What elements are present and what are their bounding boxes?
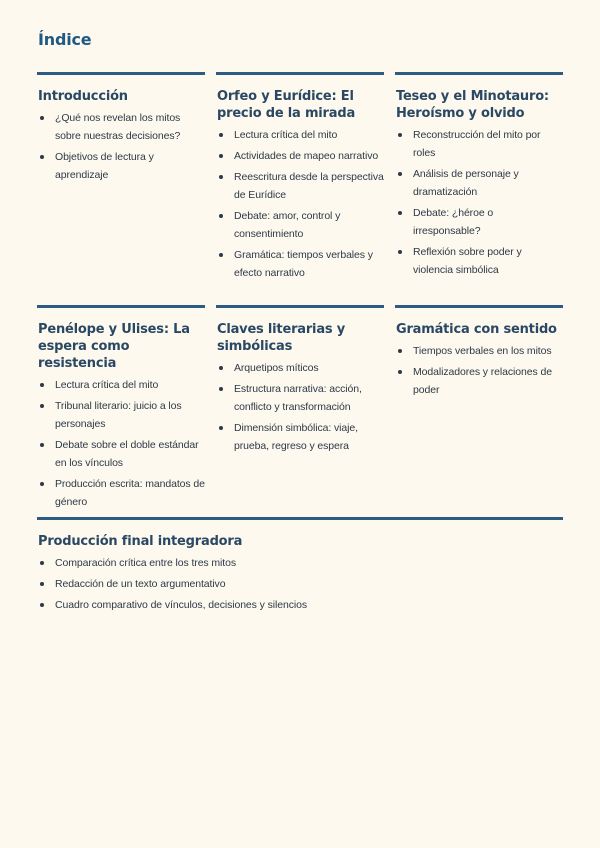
section-produccion-final (37, 517, 563, 617)
section-title: Introducción (38, 89, 128, 104)
section-title: Producción final integradora (38, 534, 243, 549)
section-list (38, 109, 205, 184)
list-item: Cuadro comparativo de vínculos, decisiones y silencios (38, 596, 563, 614)
list-item: Análisis de personaje y dramatización (396, 165, 563, 201)
section-title: Penélope y Ulises: La espera como resistencia (38, 322, 190, 371)
list-item: Modalizadores y relaciones de poder (396, 363, 563, 399)
list-item: Tiempos verbales en los mitos (396, 342, 563, 360)
section-list (217, 359, 384, 455)
list-item: Tribunal literario: juicio a los personajes (38, 397, 205, 433)
section-gramatica (395, 305, 563, 514)
page-title: Índice (38, 30, 92, 49)
list-item: Comparación crítica entre los tres mitos (38, 554, 563, 572)
list-item: Producción escrita: mandatos de género (38, 475, 205, 511)
section-introduccion (37, 72, 205, 285)
list-item: Redacción de un texto argumentativo (38, 575, 563, 593)
section-list (396, 342, 563, 399)
section-title: Gramática con sentido (396, 322, 557, 337)
section-orfeo-euridice (216, 72, 384, 285)
list-item: Estructura narrativa: acción, conflicto y transformación (217, 380, 384, 416)
list-item: Reconstrucción del mito por roles (396, 126, 563, 162)
list-item: Debate: amor, control y consentimiento (217, 207, 384, 243)
section-list (217, 126, 384, 282)
section-title: Orfeo y Eurídice: El precio de la mirada (217, 89, 356, 121)
list-item: Objetivos de lectura y aprendizaje (38, 148, 205, 184)
section-list (38, 554, 563, 614)
section-claves-literarias (216, 305, 384, 514)
section-list (38, 376, 205, 511)
list-item: Lectura crítica del mito (217, 126, 384, 144)
list-item: ¿Qué nos revelan los mitos sobre nuestras decisiones? (38, 109, 205, 145)
section-title: Teseo y el Minotauro: Heroísmo y olvido (396, 89, 549, 121)
list-item: Arquetipos míticos (217, 359, 384, 377)
sections-row-2 (37, 305, 563, 514)
list-item: Lectura crítica del mito (38, 376, 205, 394)
section-list (396, 126, 563, 279)
list-item: Gramática: tiempos verbales y efecto narrativo (217, 246, 384, 282)
list-item: Debate: ¿héroe o irresponsable? (396, 204, 563, 240)
list-item: Actividades de mapeo narrativo (217, 147, 384, 165)
list-item: Debate sobre el doble estándar en los vínculos (38, 436, 205, 472)
list-item: Reflexión sobre poder y violencia simbólica (396, 243, 563, 279)
list-item: Reescritura desde la perspectiva de Eurídice (217, 168, 384, 204)
section-title: Claves literarias y simbólicas (217, 322, 346, 354)
section-teseo-minotauro (395, 72, 563, 285)
list-item: Dimensión simbólica: viaje, prueba, regreso y espera (217, 419, 384, 455)
section-penelope-ulises (37, 305, 205, 514)
sections-row-1 (37, 72, 563, 285)
